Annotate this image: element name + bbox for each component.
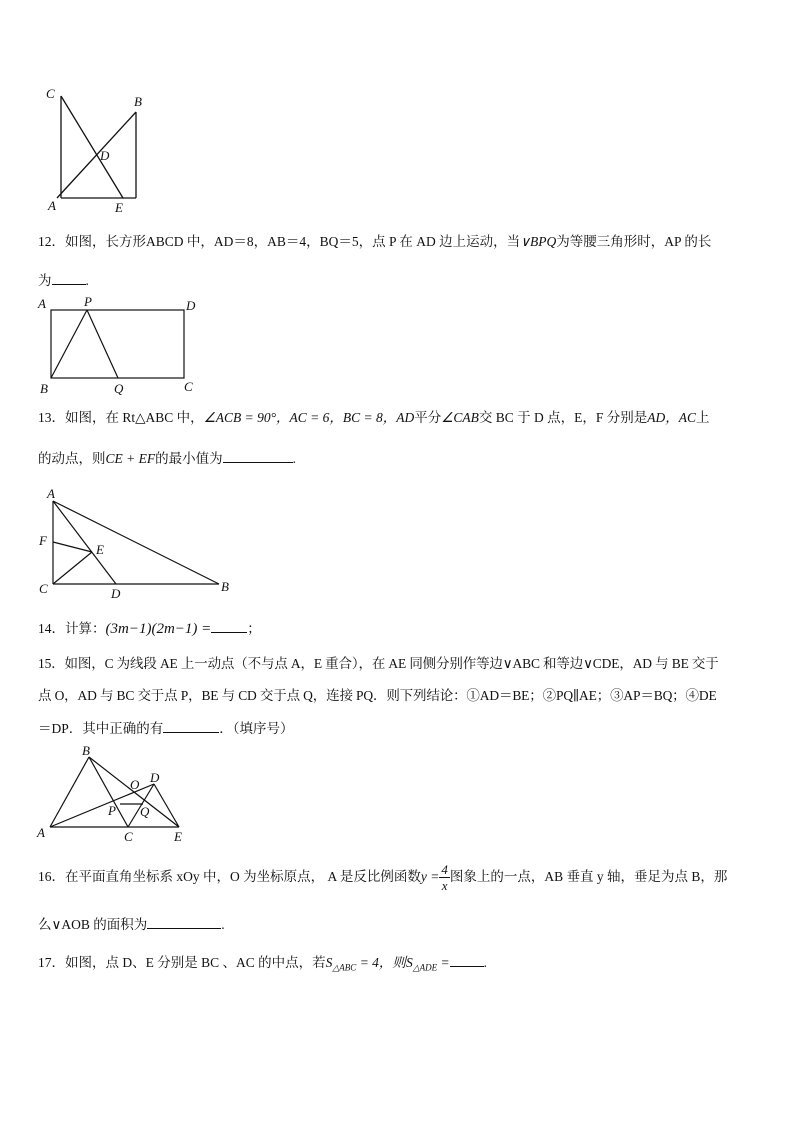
- label-A: A: [38, 296, 46, 311]
- figure-q12: [34, 294, 204, 398]
- q17-math-s1: S: [325, 955, 333, 970]
- q13-text-4: 上: [696, 410, 710, 425]
- q13-line1: [38, 408, 710, 428]
- q17-math-s2: S: [405, 955, 413, 970]
- q12-math-bpq: ∨BPQ: [520, 234, 557, 249]
- figure-q11: [40, 82, 160, 217]
- q13-math-ad2: AD，: [647, 410, 679, 425]
- q15-line2: 点 O，AD 与 BC 交于点 P，BE 与 CD 交于点 Q，连接 PQ．则下列结论：①AD＝BE；②PQ∥AE；③AP＝BQ；④DE: [38, 688, 717, 703]
- q12-line1: [38, 232, 711, 252]
- q13-text-3: 交 BC 于 D 点，E，F 分别是: [478, 410, 648, 425]
- q17-math-sub1: △ABC: [332, 962, 357, 973]
- label-A: A: [48, 198, 56, 213]
- q13-answer-blank[interactable]: [223, 448, 293, 463]
- q12-text-2: 为等腰三角形时，AP 的长: [556, 234, 712, 249]
- q16-denominator: x: [441, 878, 448, 894]
- q13-text-1: 13．如图，在 Rt△ABC 中，: [38, 410, 204, 425]
- label-E: E: [174, 829, 182, 844]
- q13-text-6: 的最小值为: [155, 451, 223, 466]
- q13-math-ad: AD: [396, 410, 415, 425]
- q12-text-1: 12．如图，长方形ABCD 中，AD＝8，AB＝4，BQ＝5，点 P 在 AD 边上运动，当: [38, 234, 521, 249]
- q16-text-1: 16．在平面直角坐标系 xOy 中，O 为坐标原点， A 是反比例函数: [38, 869, 421, 884]
- q15-text-1: ＝DP．其中正确的有: [38, 721, 164, 736]
- q14-line: [38, 618, 261, 639]
- label-D: D: [150, 770, 160, 785]
- q16-text-2: 图象上的一点，AB 垂直 y 轴，垂足为点 B，那: [449, 869, 728, 884]
- q16-text-4: .: [221, 917, 225, 932]
- q14-math-expr: (3m−1)(2m−1) =: [105, 621, 212, 637]
- label-C: C: [184, 379, 193, 394]
- label-Q: Q: [114, 381, 124, 396]
- q13-math-angle: ∠ACB = 90°，: [203, 410, 290, 425]
- q12-text-3: 为: [38, 273, 52, 288]
- q14-answer-blank[interactable]: [211, 618, 247, 633]
- q17-math-eq2: =: [437, 955, 450, 970]
- label-B: B: [40, 381, 48, 396]
- label-P: P: [84, 294, 92, 309]
- q15-line1: 15．如图，C 为线段 AE 上一动点（不与点 A，E 重合），在 AE 同侧分别作等边∨ABC 和等边∨CDE，AD 与 BE 交于: [38, 656, 719, 671]
- q12-line2: [38, 270, 89, 291]
- label-P: P: [108, 803, 116, 818]
- q16-fraction: [439, 862, 450, 893]
- figure-q15: [34, 742, 194, 846]
- q13-line2: [38, 448, 296, 469]
- label-O: O: [130, 777, 140, 792]
- q15-answer-blank[interactable]: [163, 718, 219, 733]
- label-A: A: [37, 825, 45, 840]
- label-C: C: [46, 86, 55, 101]
- q13-text-5: 的动点，则: [38, 451, 106, 466]
- q17-line: [38, 952, 487, 978]
- label-A: A: [47, 486, 55, 501]
- q17-text-2: .: [483, 955, 487, 970]
- q16-line2: [38, 914, 225, 935]
- q14-text-1: 14．计算：: [38, 621, 106, 636]
- q16-math-y: y =: [420, 869, 440, 884]
- label-E: E: [96, 542, 104, 557]
- q13-math-cab: ∠CAB: [441, 410, 479, 425]
- label-B: B: [82, 743, 90, 758]
- q13-math-ac2: AC: [678, 410, 697, 425]
- q15-text-2: ．（填序号）: [219, 721, 294, 736]
- q16-answer-blank[interactable]: [147, 914, 221, 929]
- q14-text-2: ；: [247, 621, 261, 636]
- q17-answer-blank[interactable]: [450, 952, 484, 967]
- label-E: E: [115, 200, 123, 215]
- q16-numerator: 4: [441, 862, 448, 878]
- label-B: B: [134, 94, 142, 109]
- q17-text-1: 17．如图，点 D、E 分别是 BC 、AC 的中点，若: [38, 955, 326, 970]
- q13-text-2: 平分: [414, 410, 442, 425]
- label-C: C: [39, 581, 48, 596]
- q13-math-ce-ef: CE + EF: [105, 451, 156, 466]
- q17-math-eq1: = 4，则: [356, 955, 406, 970]
- label-C: C: [124, 829, 133, 844]
- q13-math-ac: AC = 6，: [289, 410, 343, 425]
- q16-text-3: 么∨AOB 的面积为: [38, 917, 148, 932]
- q13-text-7: .: [292, 451, 296, 466]
- q12-text-4: .: [85, 273, 89, 288]
- q17-math-sub2: △ADE: [412, 962, 438, 973]
- label-Q: Q: [140, 804, 150, 819]
- q12-answer-blank[interactable]: [52, 270, 86, 285]
- label-D: D: [100, 148, 110, 163]
- q15-line3: [38, 718, 294, 739]
- label-F: F: [39, 533, 47, 548]
- q13-math-bc: BC = 8，: [342, 410, 397, 425]
- q16-line1: [38, 862, 727, 893]
- label-D: D: [186, 298, 196, 313]
- figure-q13: [34, 484, 244, 604]
- label-D: D: [111, 586, 121, 601]
- label-B: B: [221, 579, 229, 594]
